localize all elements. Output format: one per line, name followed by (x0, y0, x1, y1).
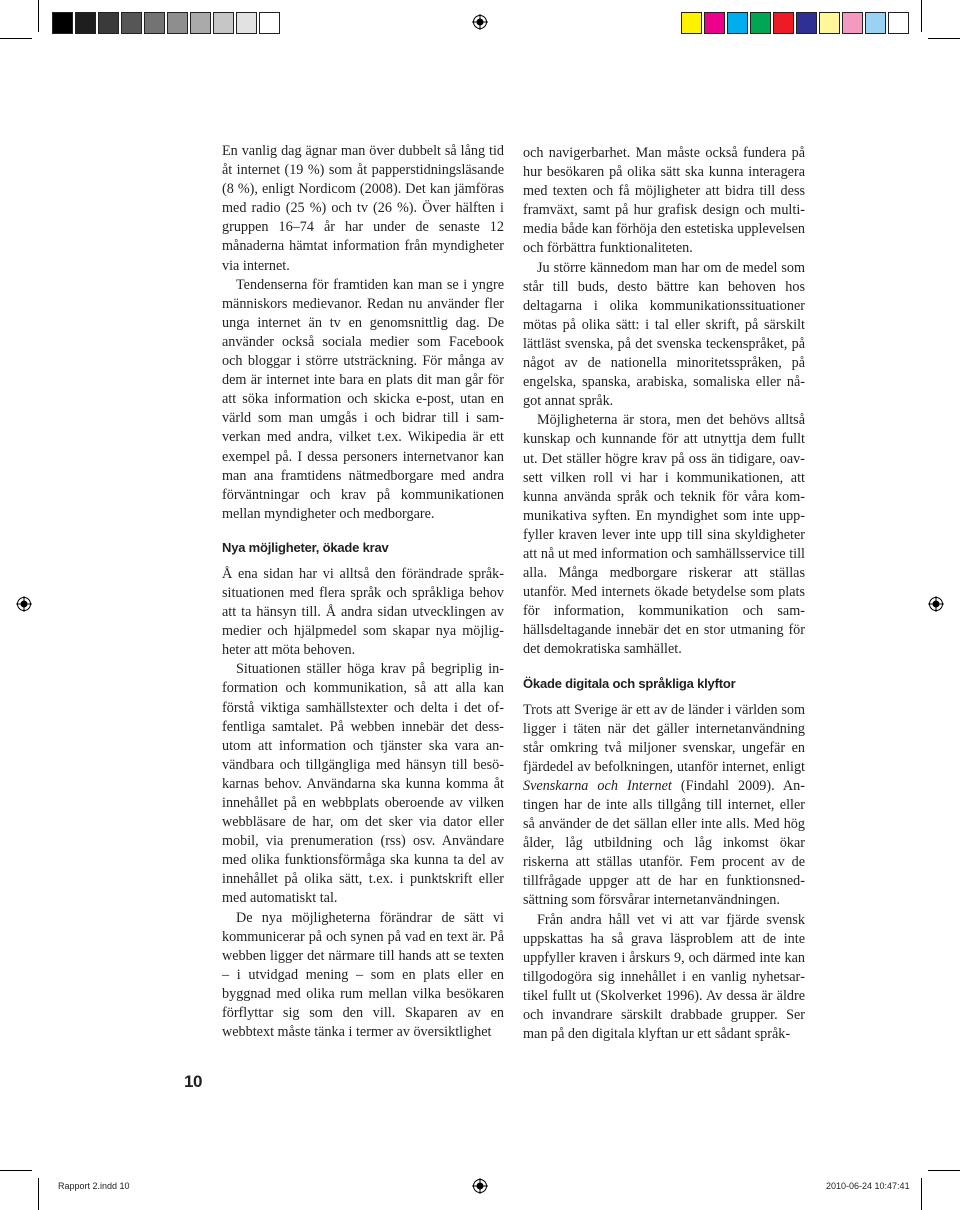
paragraph: Möjligheterna är stora, men det behövs alltså kunskap och kunnande för att utnyttja dem fullt ut. Det ställer högre krav på oss än tidigare, oavsett vilken roll vi har i kommunikationen, att kunna använda språk och teknik för våra kommunikativa syften. En myndighet som inte uppfyller kraven lever inte upp till sina skyldigheter att nå ut med information och samhällsservice till alla. Många medborgare riskerar att ställas utanför. Med internets ökade betydelse som plats för information, kommunikation och samhällsdeltagande innebär det en stor utmaning för det demokratiska samhället. (523, 412, 805, 658)
paragraph: Å ena sidan har vi alltså den förändrade språksituationen med flera språk och språkliga behov att ta hänsyn till. Å andra sidan utvecklingen av medier och hjälpmedel som skapar nya möjligheter att möta behoven. (222, 565, 504, 659)
paragraph: De nya möjligheterna förändrar de sätt vi kommunicerar på och synen på vad en text är. På webben ligger det närmare till hands att se texten – i utvidgad mening – som en plats eller en byggnad med olika rum mellan vilka besökaren förflyttar sig som den vill. Skaparen av en webbtext måste tänka i termer av översiktlighet (222, 909, 504, 1041)
gray-swatch (259, 12, 280, 34)
gray-swatch (144, 12, 165, 34)
slug-timestamp: 2010-06-24 10:47:41 (826, 1181, 910, 1191)
color-swatch (888, 12, 909, 34)
gray-swatch (52, 12, 73, 34)
color-swatch (681, 12, 702, 34)
text-run: Trots att Sverige är ett av de länder i världen som ligger i täten när det gäller internetanvändning står omkring två miljoner svenskar, ungefär en fjärdedel av befolkningen, utanför internet, enligt (523, 701, 805, 775)
section-heading: Nya möjligheter, ökade krav (222, 539, 389, 555)
paragraph: Tendenserna för framtiden kan man se i yngre människors medievanor. Redan nu använder fler unga internet än tv en genomsnittlig dag. De använder också sociala medier som Facebook och bloggar i större utsträckning. För många av dem är internet inte bara en plats dit man går för att söka information och skicka e-post, utan en värld som man umgås i och bidrar till i samverkan med andra, vilket t.ex. Wikipedia är ett exempel på. I dessa personers internetvanor kan man ana framtidens nätmedborgare med andra förväntningar och krav på kommunikationen mellan myndigheter och medborgare. (222, 276, 504, 522)
color-swatch (704, 12, 725, 34)
crop-mark (0, 1170, 32, 1171)
slug-file: Rapport 2.indd 10 (58, 1181, 130, 1191)
paragraph: Från andra håll vet vi att var fjärde svensk uppskattas ha så grava läsproblem att de inte uppfyller kraven i årskurs 9, och därmed inte kan tillgodogöra sig innehållet i en vanlig nyhetsartikel fullt ut (Skolverket 1996). Av dessa är äldre och invandrare särskilt drabbade grupper. Ser man på den digitala klyftan ur ett sådant språk- (523, 911, 805, 1043)
registration-mark-icon (472, 14, 488, 30)
paragraph: Situationen ställer höga krav på begriplig information och kommunikation, så att alla kan förstå viktiga samhällstexter och delta i det offentliga samtalet. På webben innebär det dessutom att information och tjänster ska vara användbara och tillgängliga med hänsyn till besökarnas behov. Användarna ska kunna komma åt innehållet på en webbplats oberoende av vilken webbläsare de har, om det sker via dator eller mobil, via prenumeration (rss) osv. Användare med olika funktionsförmåga ska kunna ta del av innehållet på olika sätt, t.ex. i punktskrift eller med automatiskt tal. (222, 661, 504, 907)
gray-swatch (236, 12, 257, 34)
paragraph (523, 701, 805, 911)
gray-swatch (190, 12, 211, 34)
paragraph: och navigerbarhet. Man måste också fundera på hur besökaren på olika sätt ska kunna interagera med texten och få möjligheter att bidra till dess framväxt, samt på hur grafisk design och multimedia både kan förhöja den estetiska upplevelsen och förbättra funktionaliteten. (523, 145, 805, 257)
paragraph: Ju större kännedom man har om de medel som står till buds, desto bättre kan behoven hos deltagarna i olika kommunikationssituationer mötas på olika sätt: i tal eller skrift, på särskilt lättläst svenska, på det svenska teckenspråket, på något av de nationella minoritetsspråken, på engelska, spanska, arabiska, somaliska eller något annat språk. (523, 259, 805, 410)
gray-swatch (167, 12, 188, 34)
color-swatch (865, 12, 886, 34)
crop-mark (38, 0, 39, 32)
registration-mark-icon (16, 596, 32, 612)
gray-swatch (213, 12, 234, 34)
color-swatch (750, 12, 771, 34)
cited-title: Svenskarna och Internet (523, 777, 672, 794)
color-swatch (842, 12, 863, 34)
crop-mark (921, 0, 922, 32)
registration-mark-icon (472, 1178, 488, 1194)
section-heading: Ökade digitala och språkliga klyftor (523, 675, 736, 691)
gray-color-bar (52, 12, 282, 34)
gray-swatch (121, 12, 142, 34)
crop-mark (921, 1178, 922, 1210)
color-swatch (819, 12, 840, 34)
crop-mark (928, 38, 960, 39)
process-color-bar (681, 12, 911, 34)
color-swatch (796, 12, 817, 34)
paragraph: En vanlig dag ägnar man över dubbelt så lång tid åt internet (19 %) som åt papperstidningsläsande (8 %), enligt Nordicom (2008). Det kan jämföras med radio (25 %) och tv (26 %). Över hälften i gruppen 16–74 år har under de senaste 12 månaderna hämtat information från myndigheter via internet. (222, 143, 504, 274)
crop-mark (38, 1178, 39, 1210)
text-run: (Findahl 2009). Antingen har de inte alls tillgång till internet, eller så använder de det sällan eller inte alls. Med hög ålder, låg utbildning och låg inkomst ökar riskerna att ställas utanför. Fem procent av de tillfrågade uppger att de har en funktionsnedsättning som försvårar internetanvändningen. (523, 777, 805, 909)
registration-mark-icon (928, 596, 944, 612)
gray-swatch (98, 12, 119, 34)
crop-mark (0, 38, 32, 39)
crop-mark (928, 1170, 960, 1171)
gray-swatch (75, 12, 96, 34)
text-column-right (523, 144, 805, 1044)
page-number: 10 (184, 1072, 202, 1091)
text-column-left (222, 142, 504, 1042)
color-swatch (727, 12, 748, 34)
color-swatch (773, 12, 794, 34)
